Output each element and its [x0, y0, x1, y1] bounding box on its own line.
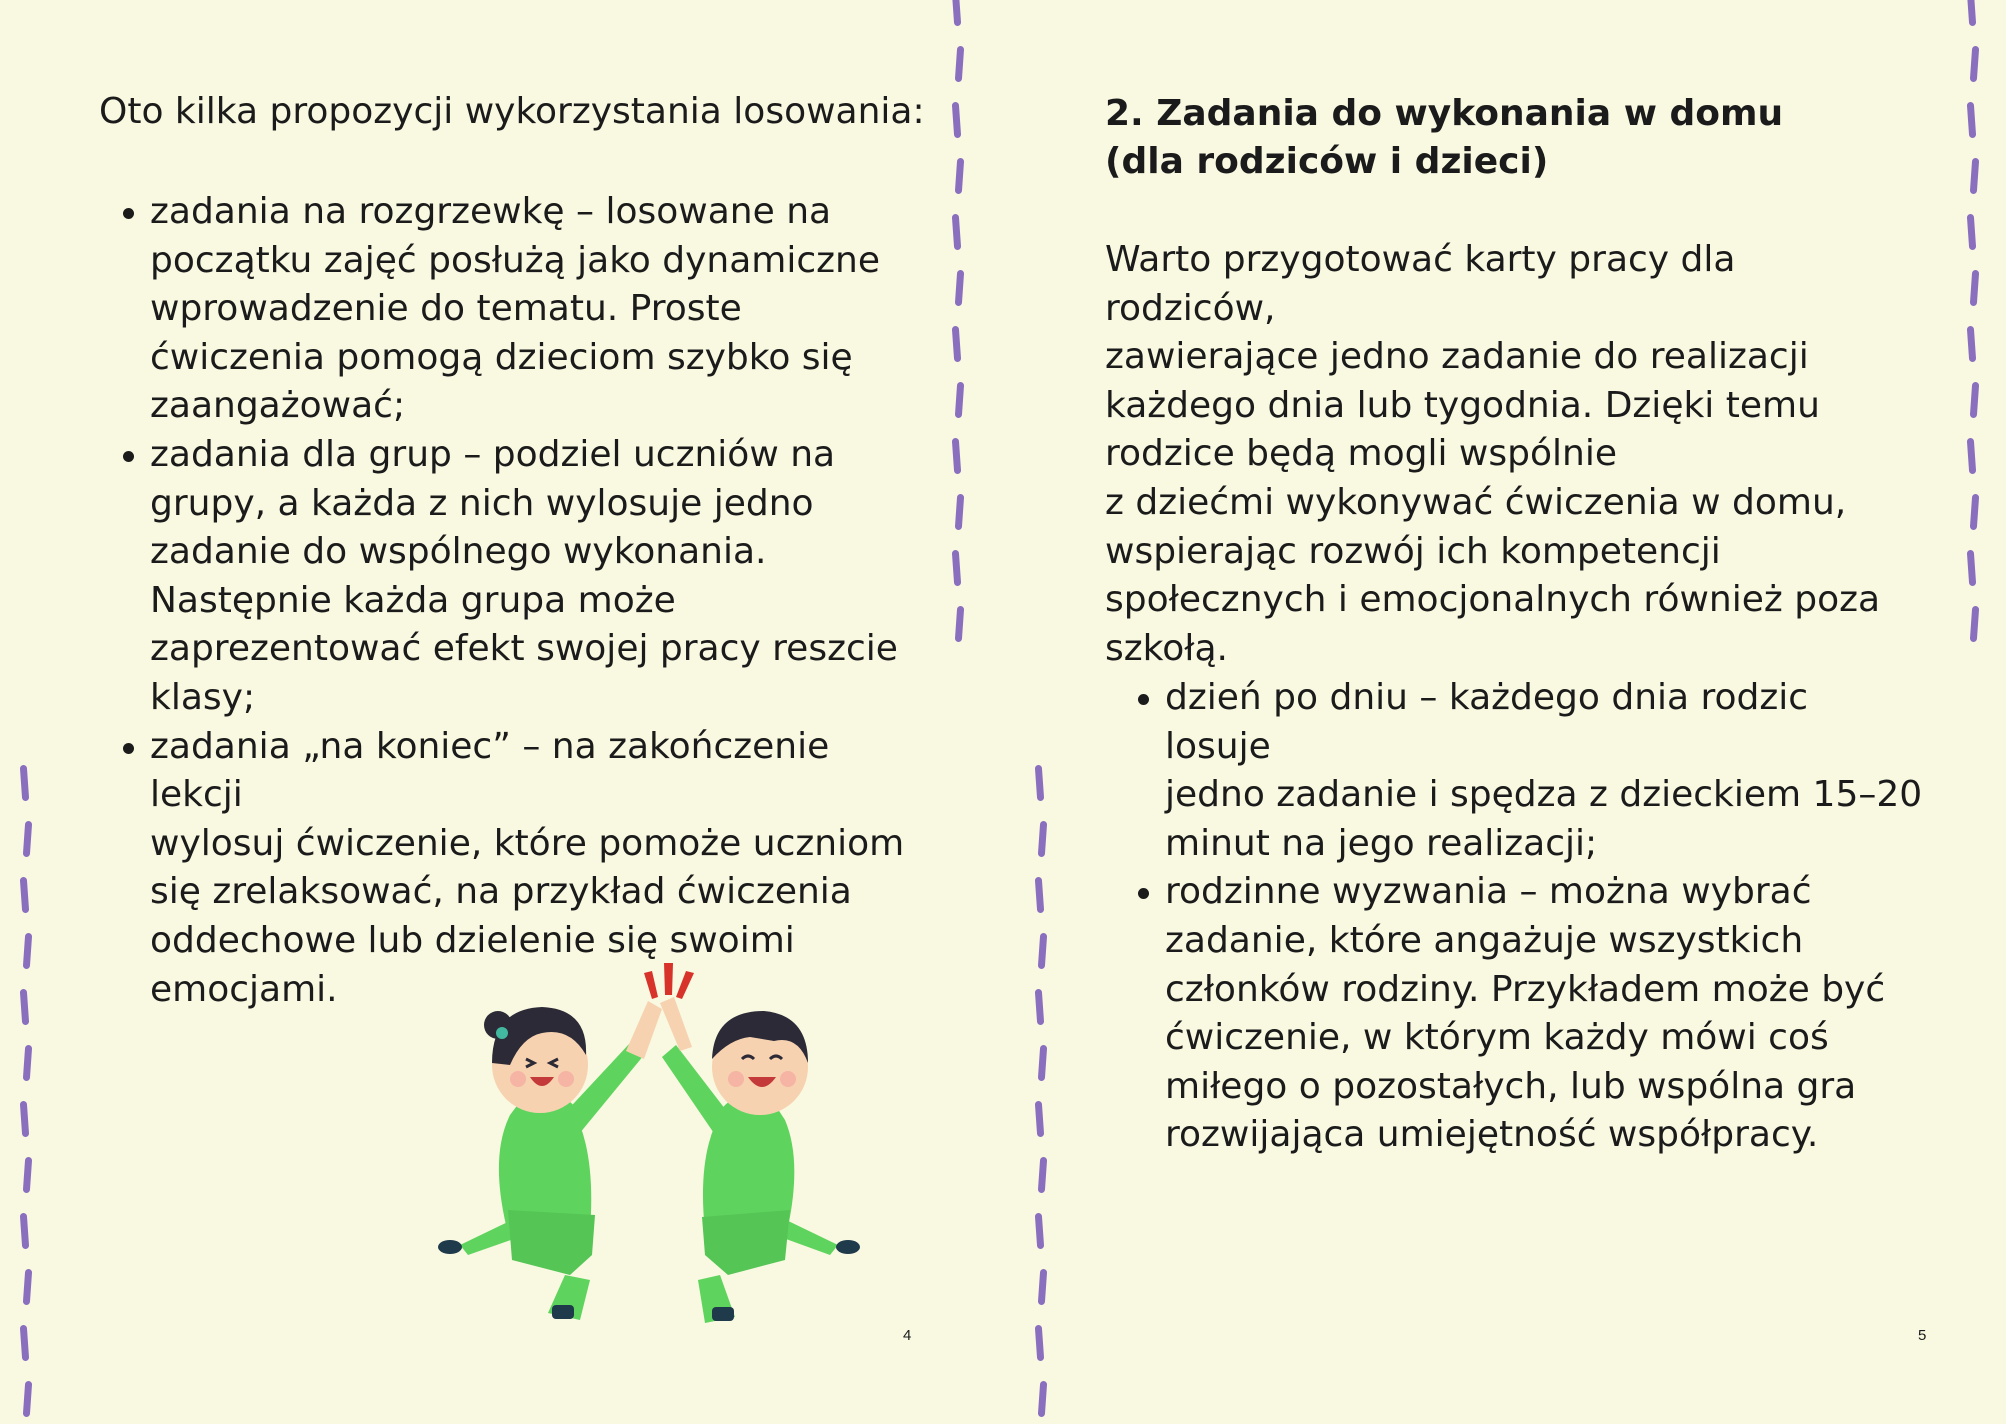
burst-icon [644, 963, 694, 999]
body-paragraph: Warto przygotować karty pracy dla rodziców, zawierające jedno zadanie do realizacji każdego dnia lub tygodnia. Dzięki temu rodzice będą mogli wspólnie z dziećmi wykonywać ćwiczenia w domu, wspierając rozwój ich kompetencji społecznych i emocjonalnych również poza szkołą. [1105, 239, 1881, 669]
list-item: dzień po dniu – każdego dnia rodzic losuje jedno zadanie i spędza z dzieckiem 15–20 minut na jego realizacji; [1165, 674, 1925, 868]
left-bullet-list [150, 188, 910, 1014]
page-number: 4 [903, 1327, 912, 1344]
list-item: zadania „na koniec” – na zakończenie lekcji wylosuj ćwiczenie, które pomoże uczniom się zrelaksować, na przykład ćwiczenia oddechowe lub dzielenie się swoimi emocjami. [150, 723, 910, 1015]
list-item: zadania na rozgrzewkę – losowane na początku zajęć posłużą jako dynamiczne wprowadzenie do tematu. Proste ćwiczenia pomogą dzieciom szybko się zaangażować; [150, 188, 910, 431]
list-item: zadania dla grup – podziel uczniów na grupy, a każda z nich wylosuje jedno zadanie do wspólnego wykonania. Następnie każda grupa może zaprezentować efekt swojej pracy reszcie klasy; [150, 431, 910, 723]
section-heading: 2. Zadania do wykonania w domu (dla rodziców i dzieci) [1105, 93, 1784, 182]
bullet-dot [123, 451, 134, 462]
boy-figure [660, 997, 860, 1323]
bullet-dot [1138, 694, 1149, 705]
girl-figure [438, 1001, 662, 1320]
intro-text: Oto kilka propozycji wykorzystania losowania: [99, 91, 925, 132]
right-bullet-list [1165, 674, 1925, 1160]
page-number: 5 [1918, 1327, 1927, 1344]
list-item: rodzinne wyzwania – można wybrać zadanie, które angażuje wszystkich członków rodziny. Przykładem może być ćwiczenie, w którym każdy mówi coś miłego o pozostałych, lub wspólna gra rozwijająca umiejętność współpracy. [1165, 868, 1925, 1160]
bullet-dot [123, 208, 134, 219]
bullet-dot [123, 743, 134, 754]
high-five-illustration [430, 955, 910, 1335]
